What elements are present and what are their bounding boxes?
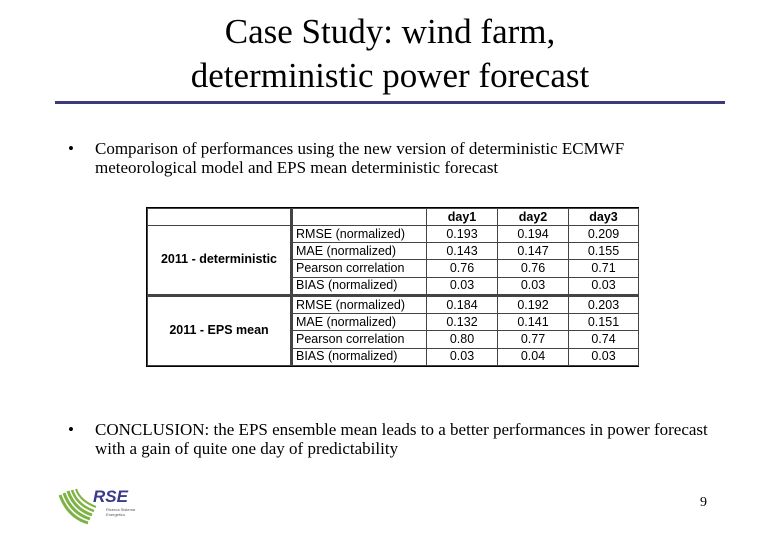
performance-table-frame bbox=[146, 207, 639, 367]
table-header-day1: day1 bbox=[427, 209, 498, 226]
bullet-marker: • bbox=[68, 139, 74, 158]
table-row bbox=[148, 295, 639, 313]
table-cell-value: 0.209 bbox=[569, 226, 639, 243]
table-metric-label: BIAS (normalized) bbox=[292, 348, 427, 365]
slide-title bbox=[0, 10, 780, 98]
table-cell-value: 0.76 bbox=[427, 260, 498, 277]
table-group-label: 2011 - deterministic bbox=[148, 226, 292, 296]
table-cell-value: 0.203 bbox=[569, 295, 639, 313]
table-metric-label: RMSE (normalized) bbox=[292, 295, 427, 313]
table-metric-label: MAE (normalized) bbox=[292, 314, 427, 331]
table-cell-value: 0.03 bbox=[498, 277, 569, 295]
table-metric-label: Pearson correlation bbox=[292, 260, 427, 277]
table-cell-value: 0.143 bbox=[427, 243, 498, 260]
bullet-text: Comparison of performances using the new version of deterministic ECMWF meteorological model and EPS mean deterministic forecast bbox=[95, 139, 625, 177]
table-header-row bbox=[148, 209, 639, 226]
bullet-marker: • bbox=[68, 420, 74, 439]
page-number: 9 bbox=[700, 495, 707, 510]
table-cell-value: 0.80 bbox=[427, 331, 498, 348]
table-cell-value: 0.155 bbox=[569, 243, 639, 260]
table-header-empty bbox=[148, 209, 292, 226]
table-cell-value: 0.74 bbox=[569, 331, 639, 348]
table-header-day3: day3 bbox=[569, 209, 639, 226]
table-cell-value: 0.184 bbox=[427, 295, 498, 313]
table-cell-value: 0.03 bbox=[427, 348, 498, 365]
table-cell-value: 0.03 bbox=[427, 277, 498, 295]
rse-logo-tagline: Ricerca Sistema Energetico bbox=[106, 507, 136, 517]
rse-logo-swoosh-icon bbox=[58, 487, 98, 527]
table-cell-value: 0.141 bbox=[498, 314, 569, 331]
table-cell-value: 0.194 bbox=[498, 226, 569, 243]
table-cell-value: 0.77 bbox=[498, 331, 569, 348]
table-header-day2: day2 bbox=[498, 209, 569, 226]
rse-logo-wordmark: RSE bbox=[93, 487, 128, 506]
table-cell-value: 0.03 bbox=[569, 277, 639, 295]
table-cell-value: 0.192 bbox=[498, 295, 569, 313]
table-cell-value: 0.76 bbox=[498, 260, 569, 277]
table-metric-label: MAE (normalized) bbox=[292, 243, 427, 260]
slide-title-line-1: Case Study: wind farm, bbox=[224, 12, 556, 51]
table-metric-label: BIAS (normalized) bbox=[292, 277, 427, 295]
rse-logo bbox=[58, 487, 138, 527]
table-cell-value: 0.132 bbox=[427, 314, 498, 331]
table-cell-value: 0.147 bbox=[498, 243, 569, 260]
slide-title-line-2: deterministic power forecast bbox=[190, 56, 590, 95]
table-group-label: 2011 - EPS mean bbox=[148, 295, 292, 365]
table-metric-label: Pearson correlation bbox=[292, 331, 427, 348]
table-cell-value: 0.71 bbox=[569, 260, 639, 277]
performance-table bbox=[147, 208, 639, 366]
title-divider bbox=[55, 101, 725, 104]
table-cell-value: 0.151 bbox=[569, 314, 639, 331]
bullet-text: CONCLUSION: the EPS ensemble mean leads to a better performances in power forecast with a gain of quite one day of predictability bbox=[95, 420, 708, 458]
table-metric-label: RMSE (normalized) bbox=[292, 226, 427, 243]
table-cell-value: 0.03 bbox=[569, 348, 639, 365]
table-row bbox=[148, 226, 639, 243]
table-cell-value: 0.193 bbox=[427, 226, 498, 243]
table-cell-value: 0.04 bbox=[498, 348, 569, 365]
table-header-empty-metric bbox=[292, 209, 427, 226]
